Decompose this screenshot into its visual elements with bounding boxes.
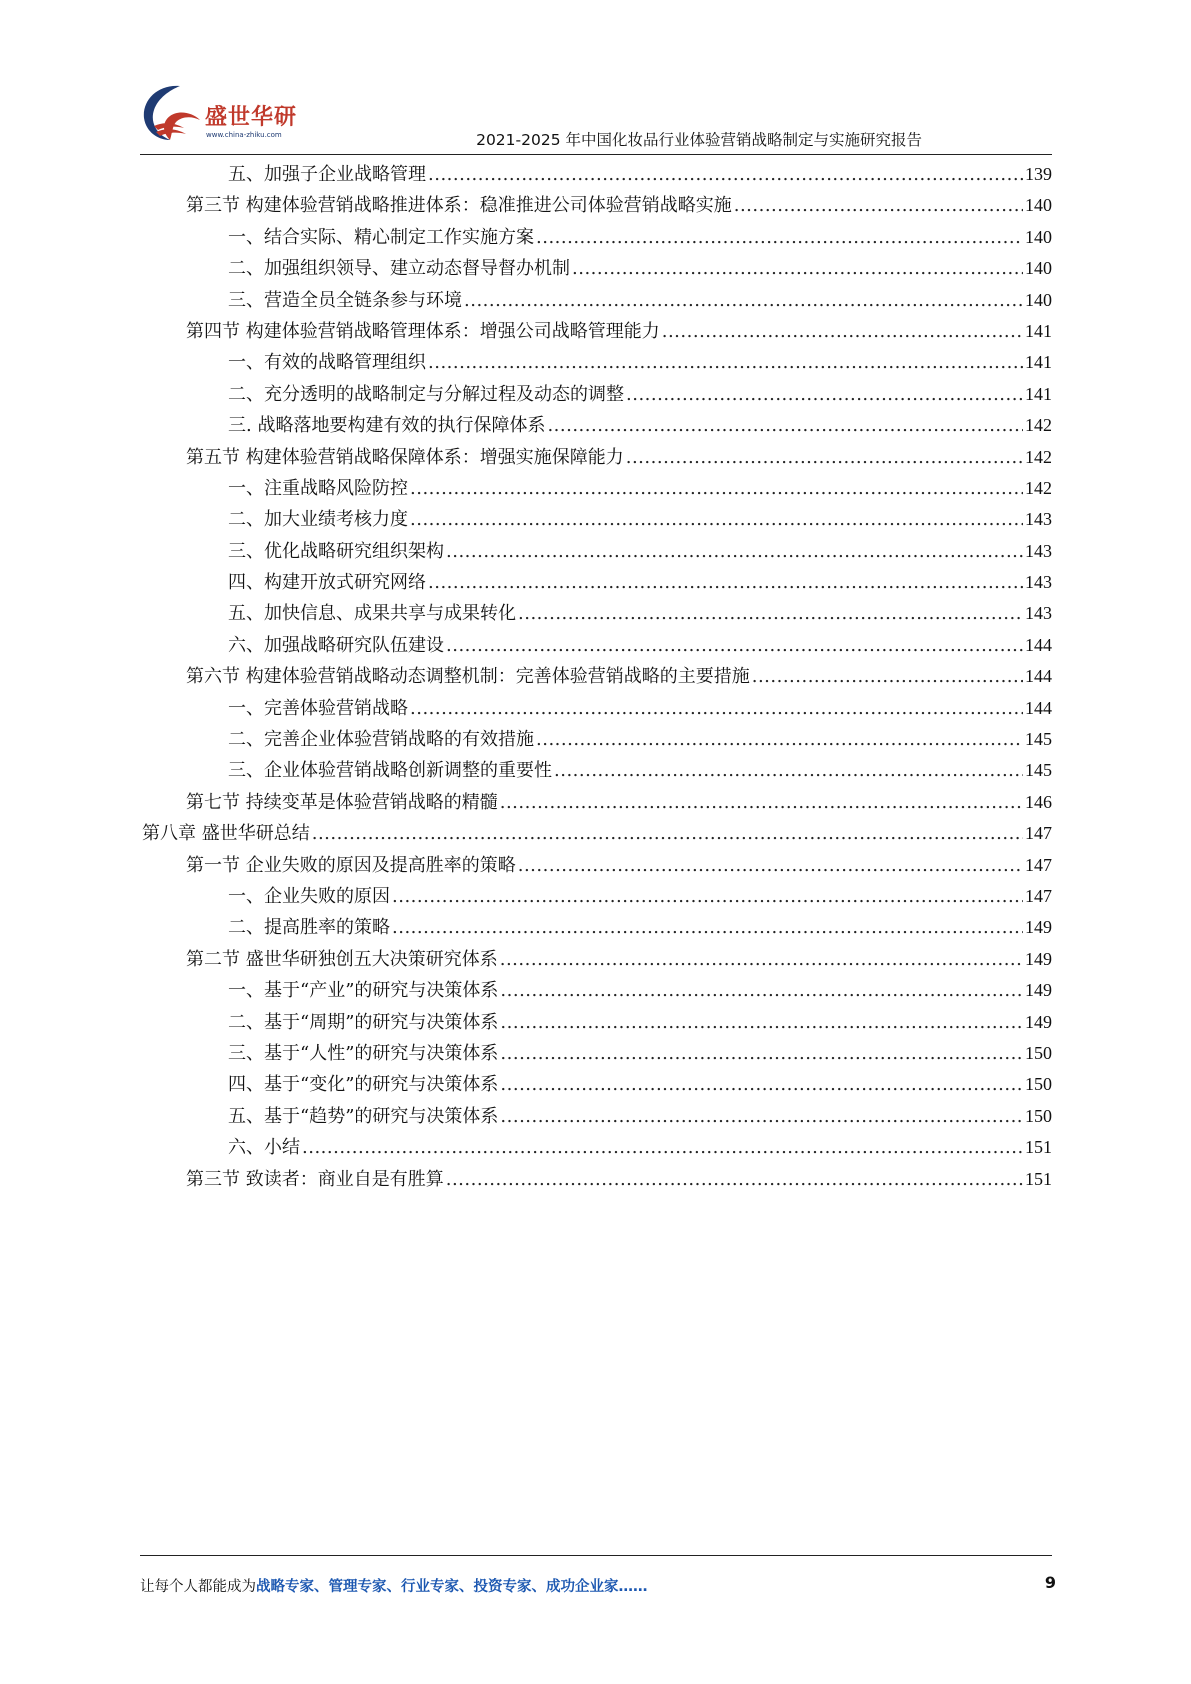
toc-entry-title: 一、完善体验营销战略 <box>228 697 408 719</box>
toc-entry-page: 151 <box>1025 1137 1052 1158</box>
toc-entry-title: 二、基于“周期”的研究与决策体系 <box>228 1011 499 1033</box>
toc-entry-title: 三、营造全员全链条参与环境 <box>228 289 462 311</box>
toc-dot-leader <box>302 1132 1023 1163</box>
toc-entry-page: 143 <box>1025 603 1052 624</box>
toc-entry[interactable] <box>140 944 1052 975</box>
logo-url: www.china-zhiku.com <box>206 131 282 139</box>
toc-dot-leader <box>446 630 1023 661</box>
toc-entry[interactable] <box>140 630 1052 661</box>
toc-entry[interactable] <box>140 787 1052 818</box>
toc-entry-page: 150 <box>1025 1042 1052 1063</box>
toc-entry[interactable] <box>140 222 1052 253</box>
footer-divider <box>140 1555 1052 1556</box>
logo-name: 盛世华研 <box>205 105 298 130</box>
toc-entry[interactable] <box>140 347 1052 378</box>
toc-dot-leader <box>446 1164 1023 1195</box>
toc-entry[interactable] <box>140 850 1052 881</box>
toc-entry-title: 三、企业体验营销战略创新调整的重要性 <box>228 760 552 782</box>
toc-dot-leader <box>752 661 1023 692</box>
toc-entry[interactable] <box>140 724 1052 755</box>
toc-entry-title: 六、加强战略研究队伍建设 <box>228 634 444 656</box>
toc-entry-title: 五、加强子企业战略管理 <box>228 164 426 185</box>
toc-entry[interactable] <box>140 912 1052 943</box>
toc-entry[interactable] <box>140 1007 1052 1038</box>
footer-slogan <box>140 1575 648 1596</box>
toc-entry-page: 145 <box>1025 729 1052 750</box>
toc-entry[interactable] <box>140 504 1052 535</box>
toc-dot-leader <box>392 912 1023 943</box>
page-header <box>140 82 1052 152</box>
toc-dot-leader <box>428 347 1023 378</box>
toc-entry-page: 147 <box>1025 885 1052 906</box>
toc-entry[interactable] <box>140 442 1052 473</box>
toc-entry-title: 第八章 盛世华研总结 <box>142 823 310 845</box>
toc-entry-page: 140 <box>1025 226 1052 247</box>
toc-entry-title: 第四节 构建体验营销战略管理体系：增强公司战略管理能力 <box>186 320 660 342</box>
slogan-accent: 战略专家、管理专家、行业专家、投资专家、成功企业家…… <box>256 1579 648 1595</box>
toc-entry-title: 一、企业失败的原因 <box>228 885 390 907</box>
toc-entry-title: 一、结合实际、精心制定工作实施方案 <box>228 226 534 248</box>
toc-entry[interactable] <box>140 1069 1052 1100</box>
toc-dot-leader <box>410 473 1023 504</box>
toc-entry[interactable] <box>140 1038 1052 1069</box>
toc-entry-page: 140 <box>1025 258 1052 279</box>
toc-entry-page: 139 <box>1025 164 1052 184</box>
toc-entry[interactable] <box>140 410 1052 441</box>
toc-entry-title: 第三节 致读者：商业自是有胜算 <box>186 1168 444 1190</box>
toc-dot-leader <box>518 850 1023 881</box>
toc-entry-title: 一、有效的战略管理组织 <box>228 352 426 374</box>
toc-dot-leader <box>500 1069 1023 1100</box>
toc-entry[interactable] <box>140 755 1052 786</box>
toc-entry-title: 第五节 构建体验营销战略保障体系：增强实施保障能力 <box>186 446 624 468</box>
toc-entry-title: 二、提高胜率的策略 <box>228 917 390 939</box>
toc-entry-page: 143 <box>1025 572 1052 593</box>
toc-dot-leader <box>500 944 1023 975</box>
toc-entry-page: 146 <box>1025 791 1052 812</box>
toc-entry-page: 151 <box>1025 1168 1052 1189</box>
toc-entry-page: 144 <box>1025 697 1052 718</box>
toc-entry[interactable] <box>140 598 1052 629</box>
toc-entry-title: 二、充分透明的战略制定与分解过程及动态的调整 <box>228 383 624 405</box>
toc-dot-leader <box>500 787 1023 818</box>
toc-entry-title: 三、基于“人性”的研究与决策体系 <box>228 1042 499 1064</box>
toc-entry[interactable] <box>140 693 1052 724</box>
toc-entry-title: 二、加大业绩考核力度 <box>228 509 408 531</box>
toc-entry[interactable] <box>140 379 1052 410</box>
toc-entry-page: 149 <box>1025 948 1052 969</box>
toc-entry[interactable] <box>140 285 1052 316</box>
toc-dot-leader <box>428 159 1023 190</box>
toc-entry-page: 141 <box>1025 352 1052 373</box>
toc-entry-page: 141 <box>1025 320 1052 341</box>
toc-entry-title: 五、基于“趋势”的研究与决策体系 <box>228 1105 499 1127</box>
company-logo <box>140 82 310 148</box>
toc-entry[interactable] <box>140 190 1052 221</box>
toc-entry-title: 第三节 构建体验营销战略推进体系：稳准推进公司体验营销战略实施 <box>186 195 732 217</box>
slogan-prefix: 让每个人都能成为 <box>140 1579 256 1595</box>
toc-entry[interactable] <box>140 975 1052 1006</box>
toc-entry-page: 149 <box>1025 917 1052 938</box>
toc-entry-page: 144 <box>1025 634 1052 655</box>
toc-dot-leader <box>572 253 1023 284</box>
toc-dot-leader <box>446 536 1023 567</box>
toc-entry-page: 143 <box>1025 540 1052 561</box>
toc-entry-title: 六、小结 <box>228 1137 300 1159</box>
toc-dot-leader <box>626 379 1023 410</box>
toc-entry-page: 140 <box>1025 289 1052 310</box>
toc-entry-page: 150 <box>1025 1074 1052 1095</box>
toc-entry[interactable] <box>140 316 1052 347</box>
toc-entry-title: 二、完善企业体验营销战略的有效措施 <box>228 729 534 751</box>
toc-dot-leader <box>410 693 1023 724</box>
report-title: 2021-2025 年中国化妆品行业体验营销战略制定与实施研究报告 <box>476 131 922 149</box>
toc-entry-page: 142 <box>1025 477 1052 498</box>
toc-dot-leader <box>410 504 1023 535</box>
toc-entry[interactable] <box>140 253 1052 284</box>
logo-swoosh-icon <box>140 82 206 144</box>
toc-dot-leader <box>547 410 1023 441</box>
toc-entry-page: 142 <box>1025 446 1052 467</box>
toc-entry[interactable] <box>140 661 1052 692</box>
toc-entry[interactable] <box>140 1132 1052 1163</box>
toc-dot-leader <box>500 1101 1023 1132</box>
toc-dot-leader <box>536 724 1023 755</box>
toc-entry-page: 149 <box>1025 980 1052 1001</box>
toc-entry-page: 147 <box>1025 854 1052 875</box>
toc-entry-page: 147 <box>1025 823 1052 844</box>
toc-entry-title: 四、构建开放式研究网络 <box>228 572 426 594</box>
table-of-contents <box>140 159 1052 1195</box>
toc-dot-leader <box>536 222 1023 253</box>
header-divider <box>140 154 1052 155</box>
toc-entry-page: 140 <box>1025 195 1052 216</box>
toc-entry[interactable] <box>140 159 1052 190</box>
toc-entry-title: 三、优化战略研究组织架构 <box>228 540 444 562</box>
toc-dot-leader <box>500 975 1023 1006</box>
toc-entry-page: 142 <box>1025 415 1052 436</box>
page-number: 9 <box>1044 1573 1056 1592</box>
toc-entry-title: 一、注重战略风险防控 <box>228 477 408 499</box>
toc-entry-title: 二、加强组织领导、建立动态督导督办机制 <box>228 258 570 280</box>
toc-entry-title: 第一节 企业失败的原因及提高胜率的策略 <box>186 854 516 876</box>
toc-dot-leader <box>518 598 1023 629</box>
toc-dot-leader <box>464 285 1023 316</box>
toc-entry[interactable] <box>140 1164 1052 1195</box>
toc-entry-page: 143 <box>1025 509 1052 530</box>
toc-entry-page: 141 <box>1025 383 1052 404</box>
toc-entry-page: 150 <box>1025 1105 1052 1126</box>
toc-entry-title: 四、基于“变化”的研究与决策体系 <box>228 1074 499 1096</box>
toc-entry-page: 145 <box>1025 760 1052 781</box>
toc-entry[interactable] <box>140 536 1052 567</box>
toc-entry-title: 一、基于“产业”的研究与决策体系 <box>228 980 499 1002</box>
toc-dot-leader <box>734 190 1023 221</box>
toc-dot-leader <box>428 567 1023 598</box>
toc-entry[interactable] <box>140 1101 1052 1132</box>
toc-entry-title: 第六节 构建体验营销战略动态调整机制：完善体验营销战略的主要措施 <box>186 666 750 688</box>
toc-dot-leader <box>500 1007 1023 1038</box>
toc-entry-page: 144 <box>1025 666 1052 687</box>
toc-entry[interactable] <box>140 818 1052 849</box>
toc-dot-leader <box>312 818 1023 849</box>
toc-entry[interactable] <box>140 473 1052 504</box>
toc-dot-leader <box>662 316 1023 347</box>
toc-dot-leader <box>392 881 1023 912</box>
toc-entry-title: 五、加快信息、成果共享与成果转化 <box>228 603 516 625</box>
toc-dot-leader <box>500 1038 1023 1069</box>
toc-entry-title: 第二节 盛世华研独创五大决策研究体系 <box>186 948 498 970</box>
toc-dot-leader <box>626 442 1023 473</box>
toc-entry-page: 149 <box>1025 1011 1052 1032</box>
toc-entry[interactable] <box>140 881 1052 912</box>
toc-entry[interactable] <box>140 567 1052 598</box>
toc-entry-title: 三. 战略落地要构建有效的执行保障体系 <box>228 415 546 437</box>
toc-dot-leader <box>554 755 1023 786</box>
toc-entry-title: 第七节 持续变革是体验营销战略的精髓 <box>186 791 498 813</box>
